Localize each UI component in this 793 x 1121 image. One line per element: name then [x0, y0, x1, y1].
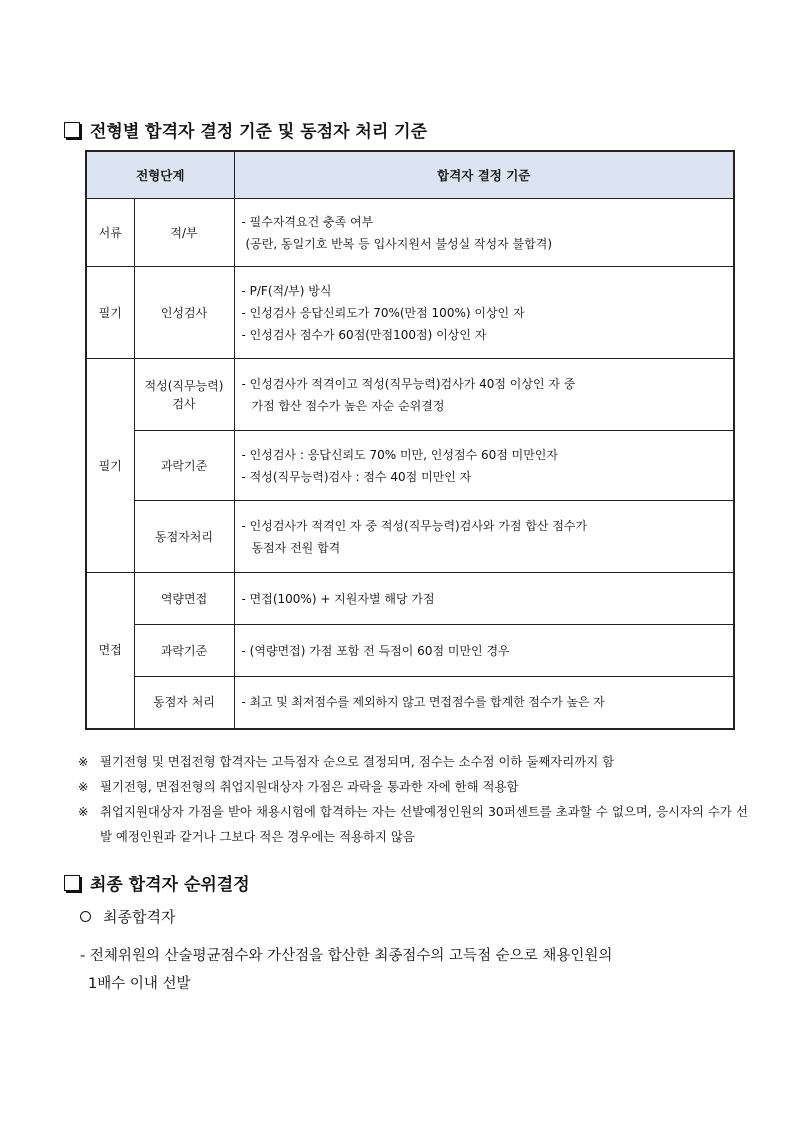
checkbox-square-icon [64, 875, 80, 891]
sub-stage-line: 적성(직무능력) [144, 378, 224, 393]
criteria-line: 가점 합산 점수가 높은 자순 순위결정 [251, 398, 445, 413]
note-item [78, 749, 748, 774]
criteria-line: - 인성검사 점수가 60점(만점100점) 이상인 자 [241, 327, 487, 342]
criteria-line: - 필수자격요건 충족 여부 [241, 214, 374, 229]
section-title: 최종 합격자 순위결정 [90, 875, 250, 895]
criteria-cell [234, 573, 734, 625]
table-row [86, 573, 734, 625]
sub-stage-cell: 역량면접 [134, 573, 234, 625]
table-row [86, 625, 734, 677]
criteria-line: - 최고 및 최저점수를 제외하지 않고 면접점수를 합계한 점수가 높은 자 [241, 695, 605, 710]
stage-cell: 서류 [86, 199, 134, 267]
criteria-cell [234, 501, 734, 573]
table-row [86, 359, 734, 431]
sub-stage-cell: 동점자처리 [134, 501, 234, 573]
sub-stage-cell: 동점자 처리 [134, 677, 234, 729]
sub-stage-cell: 인성검사 [134, 267, 234, 359]
criteria-cell [234, 199, 734, 267]
checkbox-square-icon [64, 122, 80, 138]
notes-list [78, 749, 748, 849]
note-mark: ※ [78, 754, 89, 769]
table-row [86, 267, 734, 359]
circle-bullet-icon [80, 911, 91, 922]
criteria-line: - 적성(직무능력)검사 : 점수 40점 미만인 자 [241, 469, 472, 484]
sub-stage-line: 검사 [172, 396, 196, 411]
header-criteria: 합격자 결정 기준 [234, 151, 734, 199]
criteria-cell [234, 431, 734, 501]
sub-heading-text: 최종합격자 [103, 908, 176, 926]
criteria-cell [234, 359, 734, 431]
criteria-cell [234, 677, 734, 729]
stage-cell: 필기 [86, 359, 134, 573]
table-row [86, 199, 734, 267]
table-row [86, 501, 734, 573]
stage-cell: 면접 [86, 573, 134, 729]
note-text: 필기전형, 면접전형의 취업지원대상자 가점은 과락을 통과한 자에 한해 적용함 [100, 779, 519, 794]
note-mark: ※ [78, 804, 89, 819]
sub-stage-cell: 적/부 [134, 199, 234, 267]
sub-stage-cell: 과락기준 [134, 625, 234, 677]
paragraph-line: - 전체위원의 산술평균점수와 가산점을 합산한 최종점수의 고득점 순으로 채용인원의 [80, 948, 613, 964]
criteria-line: 동점자 전원 합격 [251, 540, 341, 555]
paragraph-line: 1배수 이내 선발 [88, 976, 191, 992]
criteria-line: - 면접(100%) + 지원자별 해당 가점 [241, 591, 435, 606]
criteria-line: - (역량면접) 가점 포함 전 득점이 60점 미만인 경우 [241, 643, 510, 658]
criteria-line: - P/F(적/부) 방식 [241, 283, 332, 298]
criteria-line: - 인성검사가 적격이고 적성(직무능력)검사가 40점 이상인 자 중 [241, 376, 576, 391]
note-text: 필기전형 및 면접전형 합격자는 고득점자 순으로 결정되며, 점수는 소수점 이하 둘째자리까지 함 [100, 754, 615, 769]
stage-cell: 필기 [86, 267, 134, 359]
sub-stage-cell: 과락기준 [134, 431, 234, 501]
table-row [86, 677, 734, 729]
section-heading-final [64, 870, 250, 895]
criteria-table [85, 150, 735, 730]
criteria-line: - 인성검사가 적격인 자 중 적성(직무능력)검사와 가점 합산 점수가 [241, 518, 588, 533]
criteria-line: - 인성검사 : 응답신뢰도 70% 미만, 인성점수 60점 미만인자 [241, 447, 558, 462]
criteria-line: - 인성검사 응답신뢰도가 70%(만점 100%) 이상인 자 [241, 305, 525, 320]
final-selection-paragraph [80, 942, 740, 998]
criteria-line: (공란, 동일기호 반복 등 입사지원서 불성실 작성자 불합격) [245, 236, 552, 251]
note-mark: ※ [78, 779, 89, 794]
note-item [78, 799, 748, 849]
note-item [78, 774, 748, 799]
sub-stage-cell [134, 359, 234, 431]
sub-heading [80, 906, 175, 927]
table-row [86, 431, 734, 501]
section-title: 전형별 합격자 결정 기준 및 동점자 처리 기준 [90, 122, 428, 142]
table-header-row [86, 151, 734, 199]
criteria-cell [234, 267, 734, 359]
note-text: 취업지원대상자 가점을 받아 채용시험에 합격하는 자는 선발예정인원의 30퍼센트를 초과할 수 없으며, 응시자의 수가 선발 예정인원과 같거나 그보다 적은 경우에는 적용하지 않음 [100, 804, 748, 844]
section-heading-criteria [64, 117, 427, 142]
header-stage: 전형단계 [86, 151, 234, 199]
criteria-cell [234, 625, 734, 677]
